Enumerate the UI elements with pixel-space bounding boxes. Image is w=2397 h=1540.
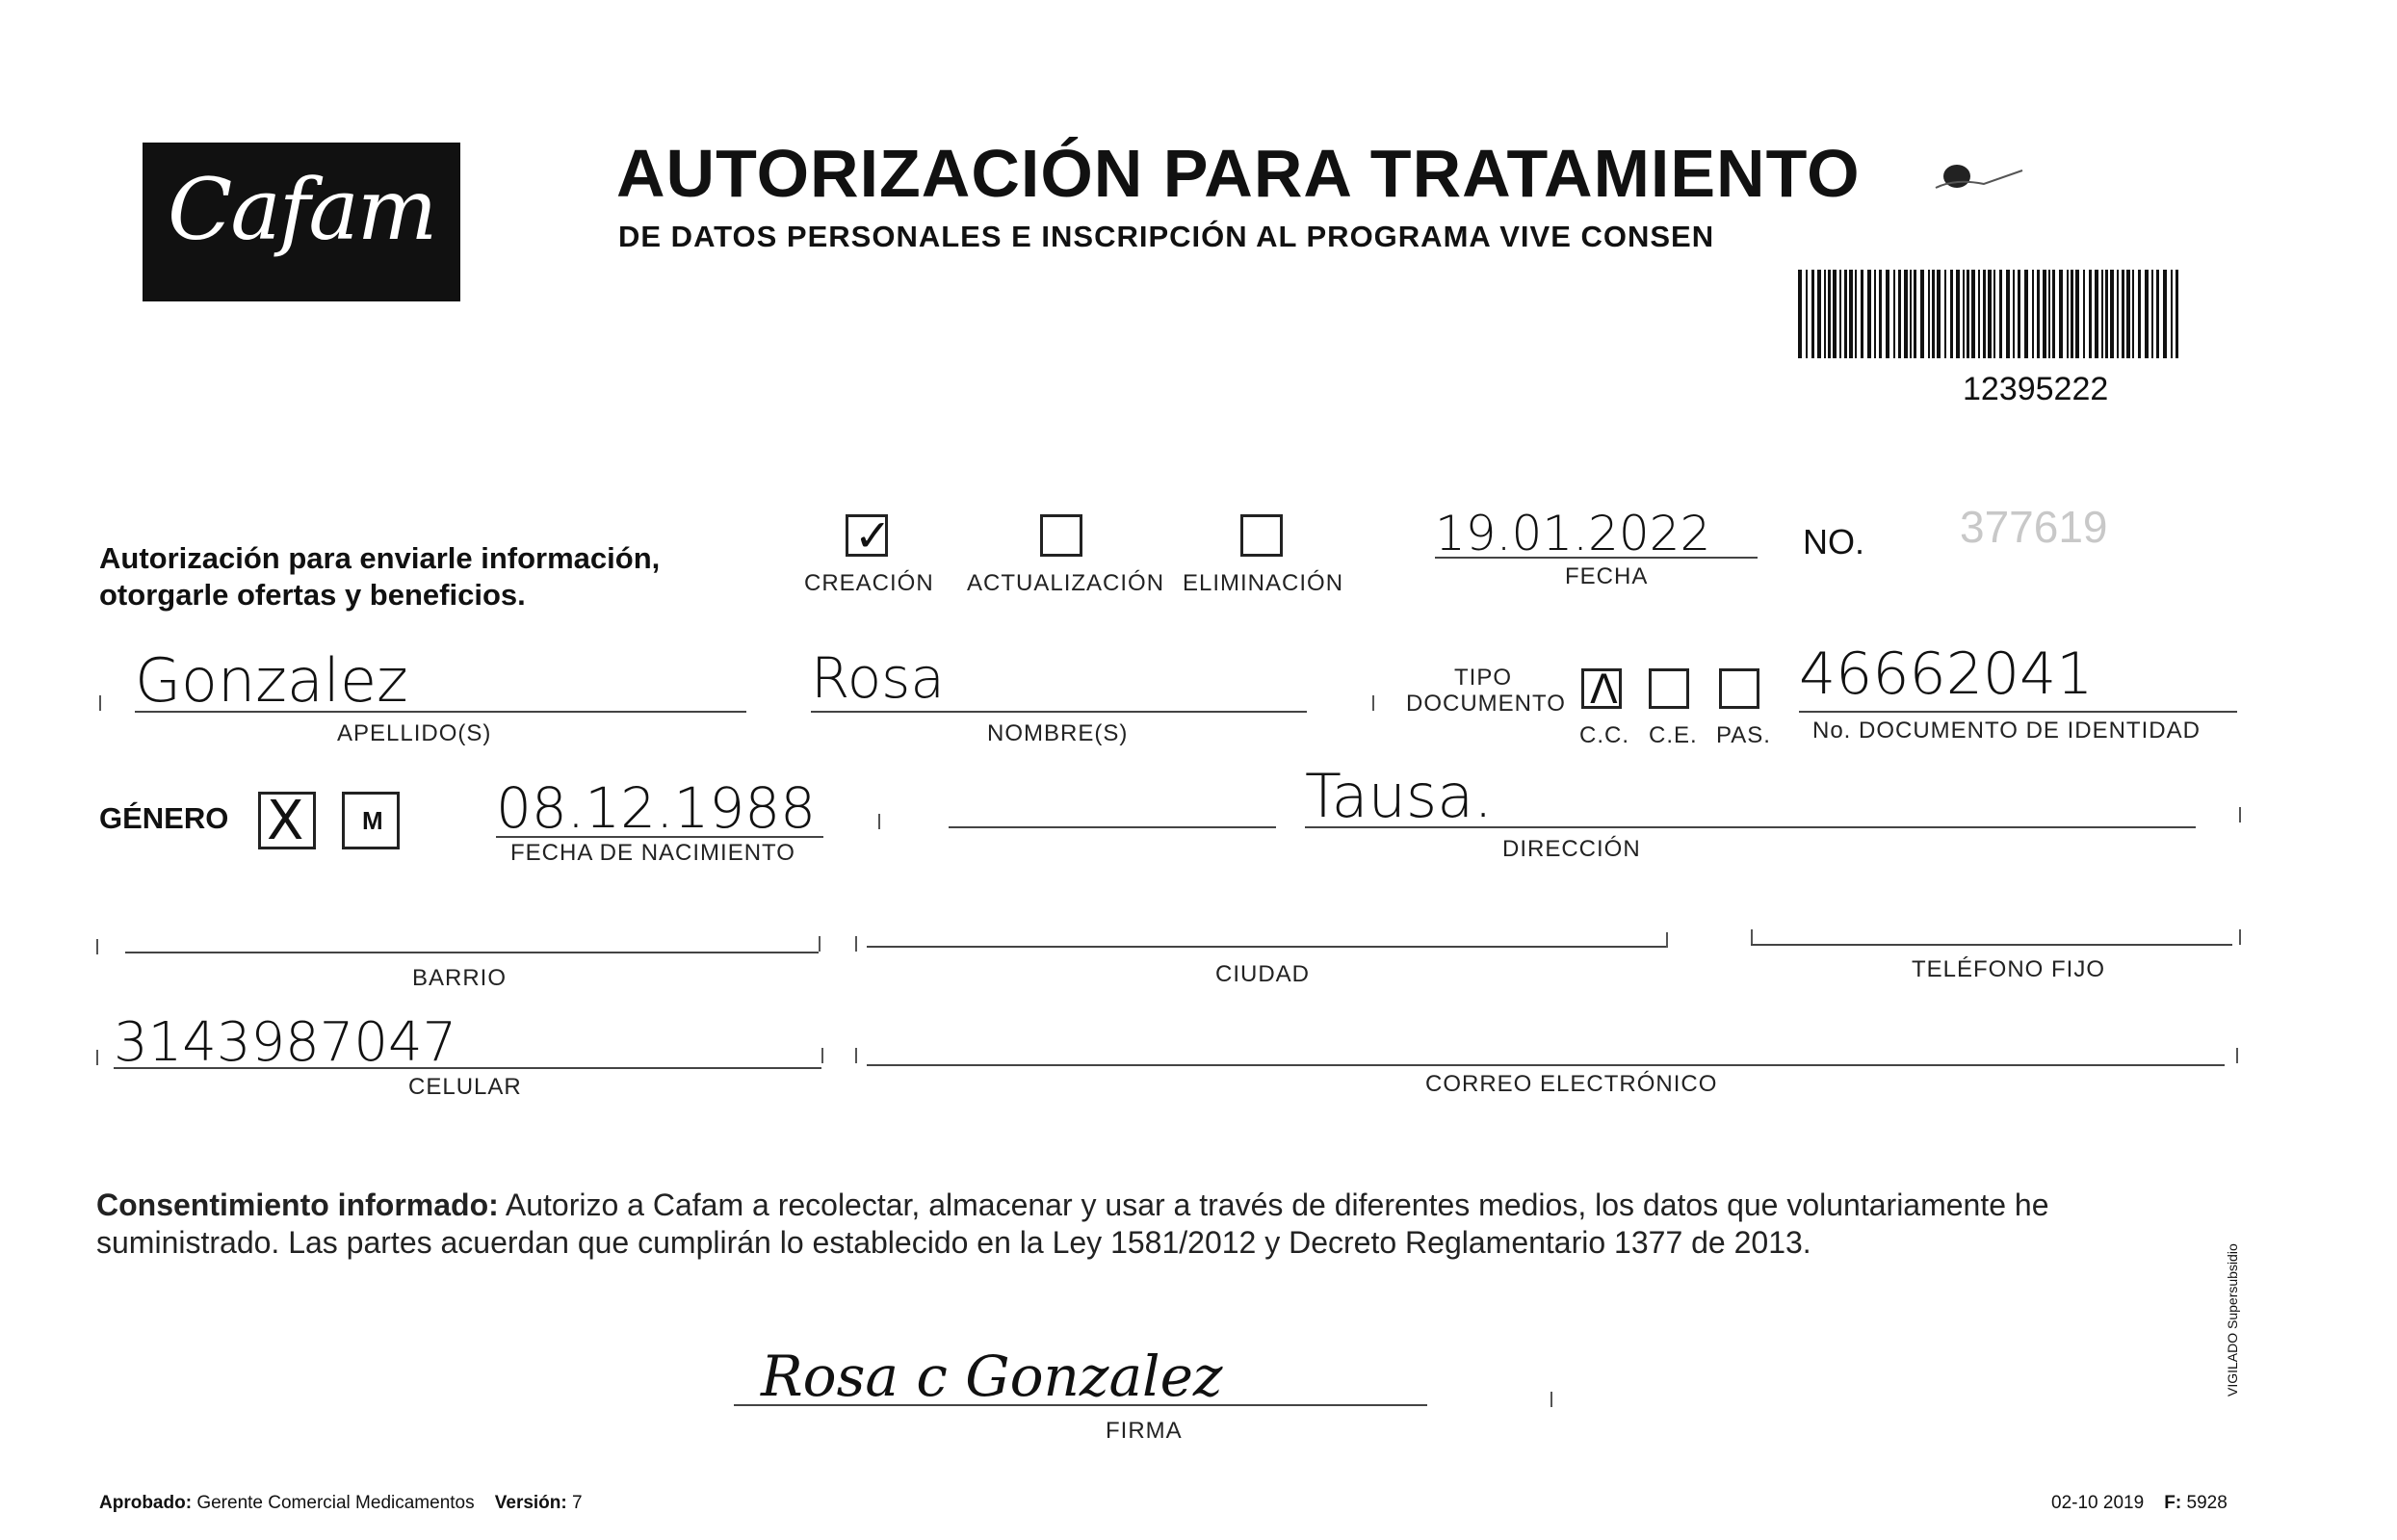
barcode-bar (1833, 270, 1837, 358)
tipo-label-2: DOCUMENTO (1406, 691, 1566, 717)
genero-label: GÉNERO (99, 801, 229, 835)
aprobado-value: Gerente Comercial Medicamentos (196, 1493, 475, 1513)
barcode-bar (1849, 270, 1853, 358)
barcode-bar (2024, 270, 2028, 358)
barcode-bar (1978, 270, 1980, 358)
documento-value[interactable]: 46662041 (1799, 640, 2094, 708)
barcode-bar (2048, 270, 2050, 358)
barcode-bar (1937, 270, 1941, 358)
barcode-bar (1963, 270, 1965, 358)
barcode-bar (1988, 270, 1992, 358)
male-label: M (362, 806, 383, 835)
intro-line-2: otorgarle ofertas y beneficios. (99, 578, 526, 612)
barcode-bar (1811, 270, 1814, 358)
cc-checkbox[interactable] (1581, 666, 1622, 713)
barcode-bar (1817, 270, 1821, 358)
barcode-bar (2059, 270, 2063, 358)
form-title: AUTORIZACIÓN PARA TRATAMIENTO (616, 136, 1861, 211)
consent-text-1: Autorizo a Cafam a recolectar, almacenar y usar a través de diferentes medios, los datos que voluntariamente he (498, 1188, 2049, 1222)
barcode-bar (1967, 270, 1969, 358)
creacion-checkbox[interactable] (846, 509, 892, 561)
female-mark: X (267, 790, 304, 852)
form-value: 5928 (2186, 1493, 2228, 1513)
form-label: F: (2164, 1493, 2182, 1513)
barcode-bar (2089, 270, 2092, 358)
stamp-mark-icon (1916, 149, 2032, 202)
barcode-bar (2105, 270, 2108, 358)
tipo-label-1: TIPO (1454, 665, 1513, 691)
barcode-bar (1867, 270, 1871, 358)
consent-title: Consentimiento informado: (96, 1188, 499, 1222)
barcode-bar (2083, 270, 2085, 358)
barcode-bar (2176, 270, 2178, 358)
barcode-bar (1910, 270, 1912, 358)
barcode-bar (2151, 270, 2153, 358)
celular-label: CELULAR (408, 1074, 522, 1100)
footer-date: 02-10 2019 (2051, 1493, 2145, 1513)
barcode-bar (2018, 270, 2020, 358)
cc-mark-icon: Λ (1590, 666, 1618, 713)
actualizacion-label: ACTUALIZACIÓN (967, 570, 1165, 596)
ce-checkbox[interactable] (1649, 668, 1689, 709)
intro-line-1: Autorización para enviarle información, (99, 541, 661, 575)
direccion-value[interactable]: Tausa. (1305, 761, 1493, 831)
barcode-bar (1993, 270, 1995, 358)
barcode-bar (2122, 270, 2124, 358)
ce-label: C.E. (1649, 722, 1698, 748)
barcode-bar (1928, 270, 1930, 358)
nacimiento-value[interactable]: 08.12.1988 (496, 775, 817, 841)
barcode-bar (1983, 270, 1986, 358)
nombre-value[interactable]: Rosa (811, 645, 945, 711)
no-value: 377619 (1960, 502, 2108, 552)
no-label: NO. (1803, 522, 1865, 561)
check-mark-icon: ✓ (854, 509, 892, 561)
direccion-label: DIRECCIÓN (1502, 836, 1641, 862)
barcode-bar (2163, 270, 2167, 358)
pas-checkbox[interactable] (1719, 668, 1759, 709)
barcode-bar (1950, 270, 1953, 358)
consent-text-2: suministrado. Las partes acuerdan que cumplirán lo establecido en la Ley 1581/2012 y Decreto Reglamentario 1377 de 2013. (96, 1225, 1811, 1260)
barcode-bar (1879, 270, 1882, 358)
barcode-bar (2043, 270, 2046, 358)
footer-right (2051, 1493, 2228, 1514)
barcode-bar (1920, 270, 1924, 358)
correo-label: CORREO ELECTRÓNICO (1425, 1071, 1718, 1097)
celular-value[interactable]: 3143987047 (114, 1011, 457, 1074)
barcode-bar (2110, 270, 2114, 358)
barcode-bar (2101, 270, 2103, 358)
barcode-bar (2095, 270, 2098, 358)
barcode-bar (1944, 270, 1946, 358)
barcode-bar (1971, 270, 1975, 358)
eliminacion-checkbox[interactable] (1240, 514, 1283, 557)
signature-value[interactable]: Rosa c Gonzalez (761, 1344, 1223, 1409)
fecha-value[interactable]: 19.01.2022 (1435, 506, 1711, 561)
actualizacion-checkbox[interactable] (1040, 514, 1082, 557)
nombre-label: NOMBRE(S) (987, 720, 1129, 746)
barcode-bar (2052, 270, 2055, 358)
barcode-bar (2156, 270, 2159, 358)
barcode-bar (1956, 270, 1960, 358)
form-subtitle: DE DATOS PERSONALES E INSCRIPCIÓN AL PROGRAMA VIVE CONSEN (618, 220, 1715, 253)
barcode-bar (2067, 270, 2069, 358)
firma-label: FIRMA (1106, 1418, 1183, 1444)
barcode-bar (2171, 270, 2173, 358)
barcode-bar (1855, 270, 1857, 358)
documento-label: No. DOCUMENTO DE IDENTIDAD (1812, 718, 2201, 744)
barcode-bar (1844, 270, 1847, 358)
barcode-number: 12395222 (1963, 371, 2109, 407)
barcode-bar (1806, 270, 1808, 358)
barcode-bar (1893, 270, 1895, 358)
creacion-label: CREACIÓN (804, 570, 934, 596)
barcode-bar (1828, 270, 1831, 358)
fecha-label: FECHA (1565, 563, 1649, 589)
version-value: 7 (572, 1493, 583, 1513)
barcode-bar (1999, 270, 2002, 358)
barcode-bar (2117, 270, 2119, 358)
barcode-bar (1798, 270, 1802, 358)
barcode-bar (1874, 270, 1876, 358)
barcode-bar (2075, 270, 2079, 358)
barcode (1798, 270, 2183, 363)
barcode-bar (2032, 270, 2034, 358)
pas-label: PAS. (1716, 722, 1771, 748)
male-checkbox[interactable] (342, 792, 400, 849)
telefono-label: TELÉFONO FIJO (1912, 956, 2106, 982)
barcode-bar (1904, 270, 1908, 358)
ciudad-label: CIUDAD (1215, 961, 1311, 987)
barrio-label: BARRIO (412, 965, 508, 991)
barcode-bar (1914, 270, 1916, 358)
barcode-bar (1861, 270, 1863, 358)
version-label: Versión: (494, 1493, 567, 1513)
barcode-bar (1932, 270, 1935, 358)
apellido-value[interactable]: Gonzalez (135, 645, 408, 716)
barcode-bar (2145, 270, 2149, 358)
nacimiento-label: FECHA DE NACIMIENTO (510, 840, 795, 866)
cafam-logo (143, 143, 460, 301)
female-checkbox[interactable] (258, 790, 316, 852)
barcode-bar (2037, 270, 2040, 358)
barcode-bar (2071, 270, 2073, 358)
apellido-label: APELLIDO(S) (337, 720, 492, 746)
logo-text: Cafam (168, 160, 436, 259)
barcode-bar (2126, 270, 2130, 358)
consent-paragraph (96, 1187, 2244, 1262)
cc-label: C.C. (1579, 722, 1629, 748)
barcode-bar (2006, 270, 2010, 358)
aprobado-label: Aprobado: (99, 1493, 193, 1513)
eliminacion-label: ELIMINACIÓN (1183, 570, 1344, 596)
barcode-bar (2132, 270, 2134, 358)
barcode-bar (2138, 270, 2141, 358)
barcode-bar (2013, 270, 2015, 358)
barcode-bar (1886, 270, 1889, 358)
barcode-bar (1824, 270, 1826, 358)
footer-left (99, 1493, 583, 1514)
barcode-bar (1898, 270, 1901, 358)
barcode-bar (1839, 270, 1841, 358)
vigilado-side-text: VIGILADO Supersubsidio (2225, 1243, 2240, 1396)
